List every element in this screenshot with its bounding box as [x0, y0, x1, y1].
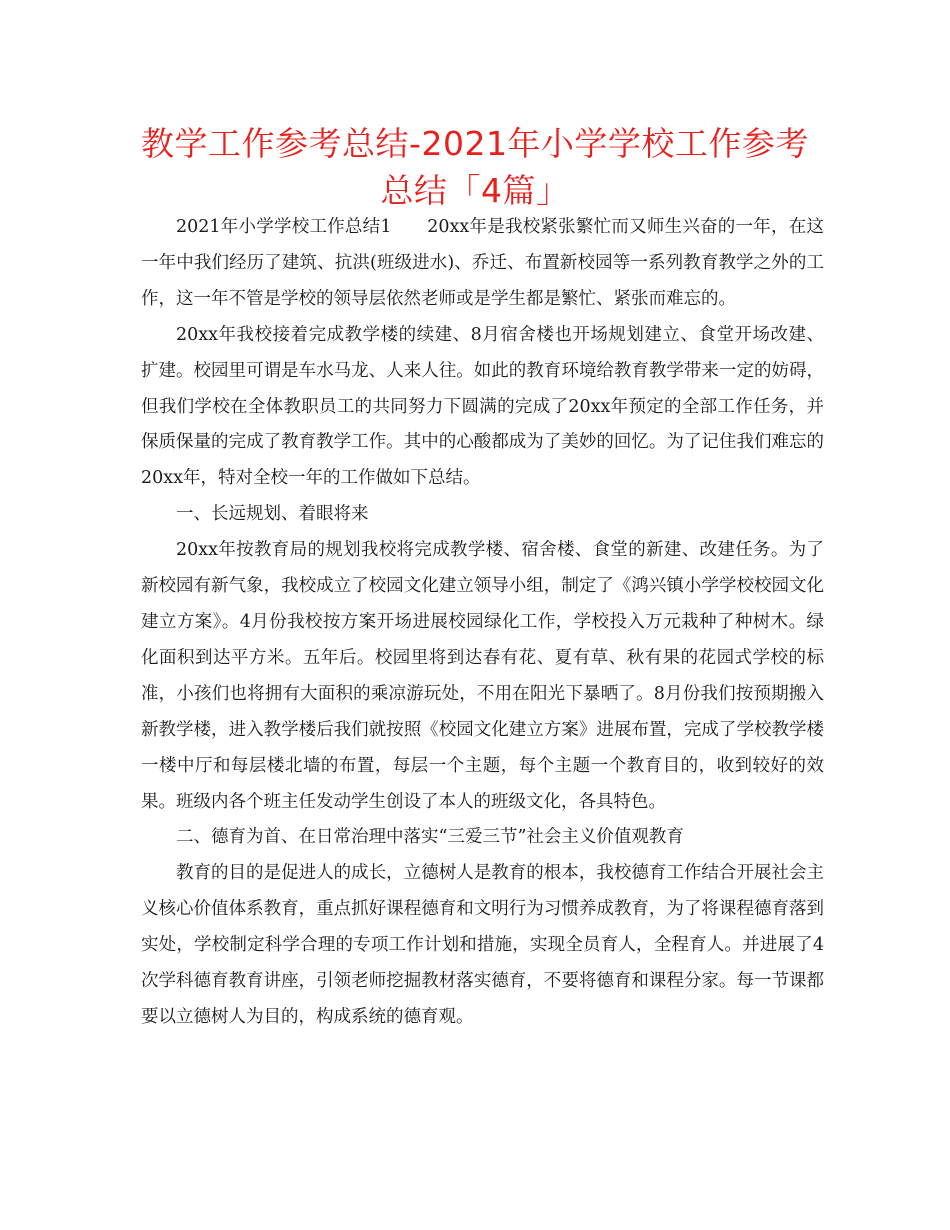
- document-body: [141, 210, 824, 1036]
- paragraph: 20xx年按教育局的规划我校将完成教学楼、宿舍楼、食堂的新建、改建任务。为了新校园有新气象，我校成立了校园文化建立领导小组，制定了《鸿兴镇小学学校校园文化建立方案》。4月份我校按方案开场进展校园绿化工作，学校投入万元栽种了种树木。绿化面积到达平方米。五年后。校园里将到达春有花、夏有草、秋有果的花园式学校的标准，小孩们也将拥有大面积的乘凉游玩处，不用在阳光下暴晒了。8月份我们按预期搬入新教学楼，进入教学楼后我们就按照《校园文化建立方案》进展布置，完成了学校教学楼一楼中厅和每层楼北墙的布置，每层一个主题，每个主题一个教育目的，收到较好的效果。班级内各个班主任发动学生创设了本人的班级文化，各具特色。: [141, 540, 824, 812]
- document-title: 教学工作参考总结-2021年小学学校工作参考总结「4篇」: [141, 124, 809, 210]
- section-heading: 二、德育为首、在日常治理中落实“三爱三节”社会主义价值观教育: [176, 827, 684, 848]
- section-heading: 一、长远规划、着眼将来: [176, 504, 369, 525]
- paragraph: 2021年小学学校工作总结1 20xx年是我校紧张繁忙而又师生兴奋的一年，在这一年中我们经历了建筑、抗洪(班级进水)、乔迁、布置新校园等一系列教育教学之外的工作，这一年不管是学校的领导层依然老师或是学生都是繁忙、紧张而难忘的。: [141, 217, 824, 309]
- paragraph: 20xx年我校接着完成教学楼的续建、8月宿舍楼也开场规划建立、食堂开场改建、扩建。校园里可谓是车水马龙、人来人往。如此的教育环境给教育教学带来一定的妨碍，但我们学校在全体教职员工的共同努力下圆满的完成了20xx年预定的全部工作任务，并保质保量的完成了教育教学工作。其中的心酸都成为了美妙的回忆。为了记住我们难忘的20xx年，特对全校一年的工作做如下总结。: [141, 324, 824, 489]
- paragraph: 教育的目的是促进人的成长，立德树人是教育的根本，我校德育工作结合开展社会主义核心价值体系教育，重点抓好课程德育和文明行为习惯养成教育，为了将课程德育落到实处，学校制定科学合理的专项工作计划和措施，实现全员育人，全程育人。并进展了4次学科德育教育讲座，引领老师挖掘教材落实德育，不要将德育和课程分家。每一节课都要以立德树人为目的，构成系统的德育观。: [141, 863, 824, 1027]
